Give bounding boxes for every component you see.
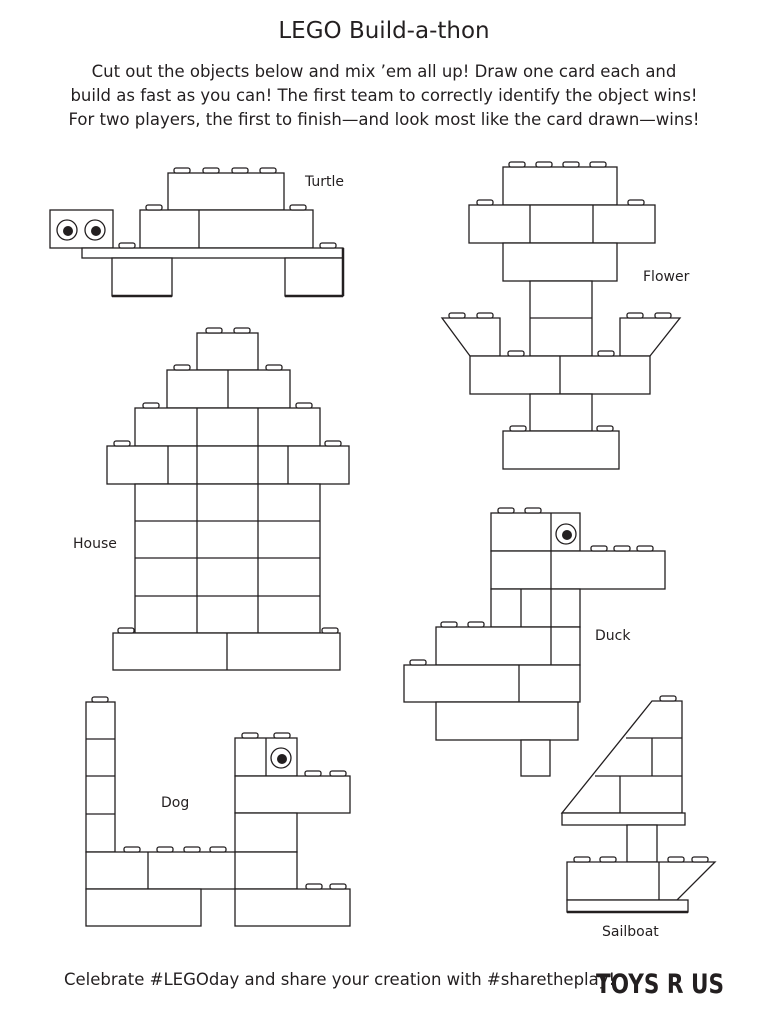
label-sailboat: Sailboat (602, 924, 659, 940)
house-figure (107, 328, 349, 670)
instruction-line: build as fast as you can! The first team to correctly identify the object wins! (70, 86, 698, 105)
dog-eye (277, 754, 287, 764)
label-house: House (73, 536, 117, 552)
flower-figure (442, 162, 680, 469)
page-title: LEGO Build-a-thon (278, 18, 490, 44)
label-duck: Duck (595, 628, 631, 644)
instruction-line: Cut out the objects below and mix ’em all up! Draw one card each and (91, 62, 677, 81)
label-flower: Flower (643, 269, 690, 285)
logo-text: TOYS R US (596, 969, 724, 1000)
label-turtle: Turtle (305, 174, 345, 190)
toys-r-us-logo (596, 962, 726, 1002)
dog-figure (86, 697, 350, 926)
instruction-line: For two players, the first to finish—and look most like the card drawn—wins! (68, 110, 700, 129)
label-dog: Dog (161, 795, 190, 811)
footer-text: Celebrate #LEGOday and share your creation with #sharetheplay! (64, 970, 616, 989)
sailboat-figure (562, 696, 715, 912)
duck-eye (562, 530, 572, 540)
